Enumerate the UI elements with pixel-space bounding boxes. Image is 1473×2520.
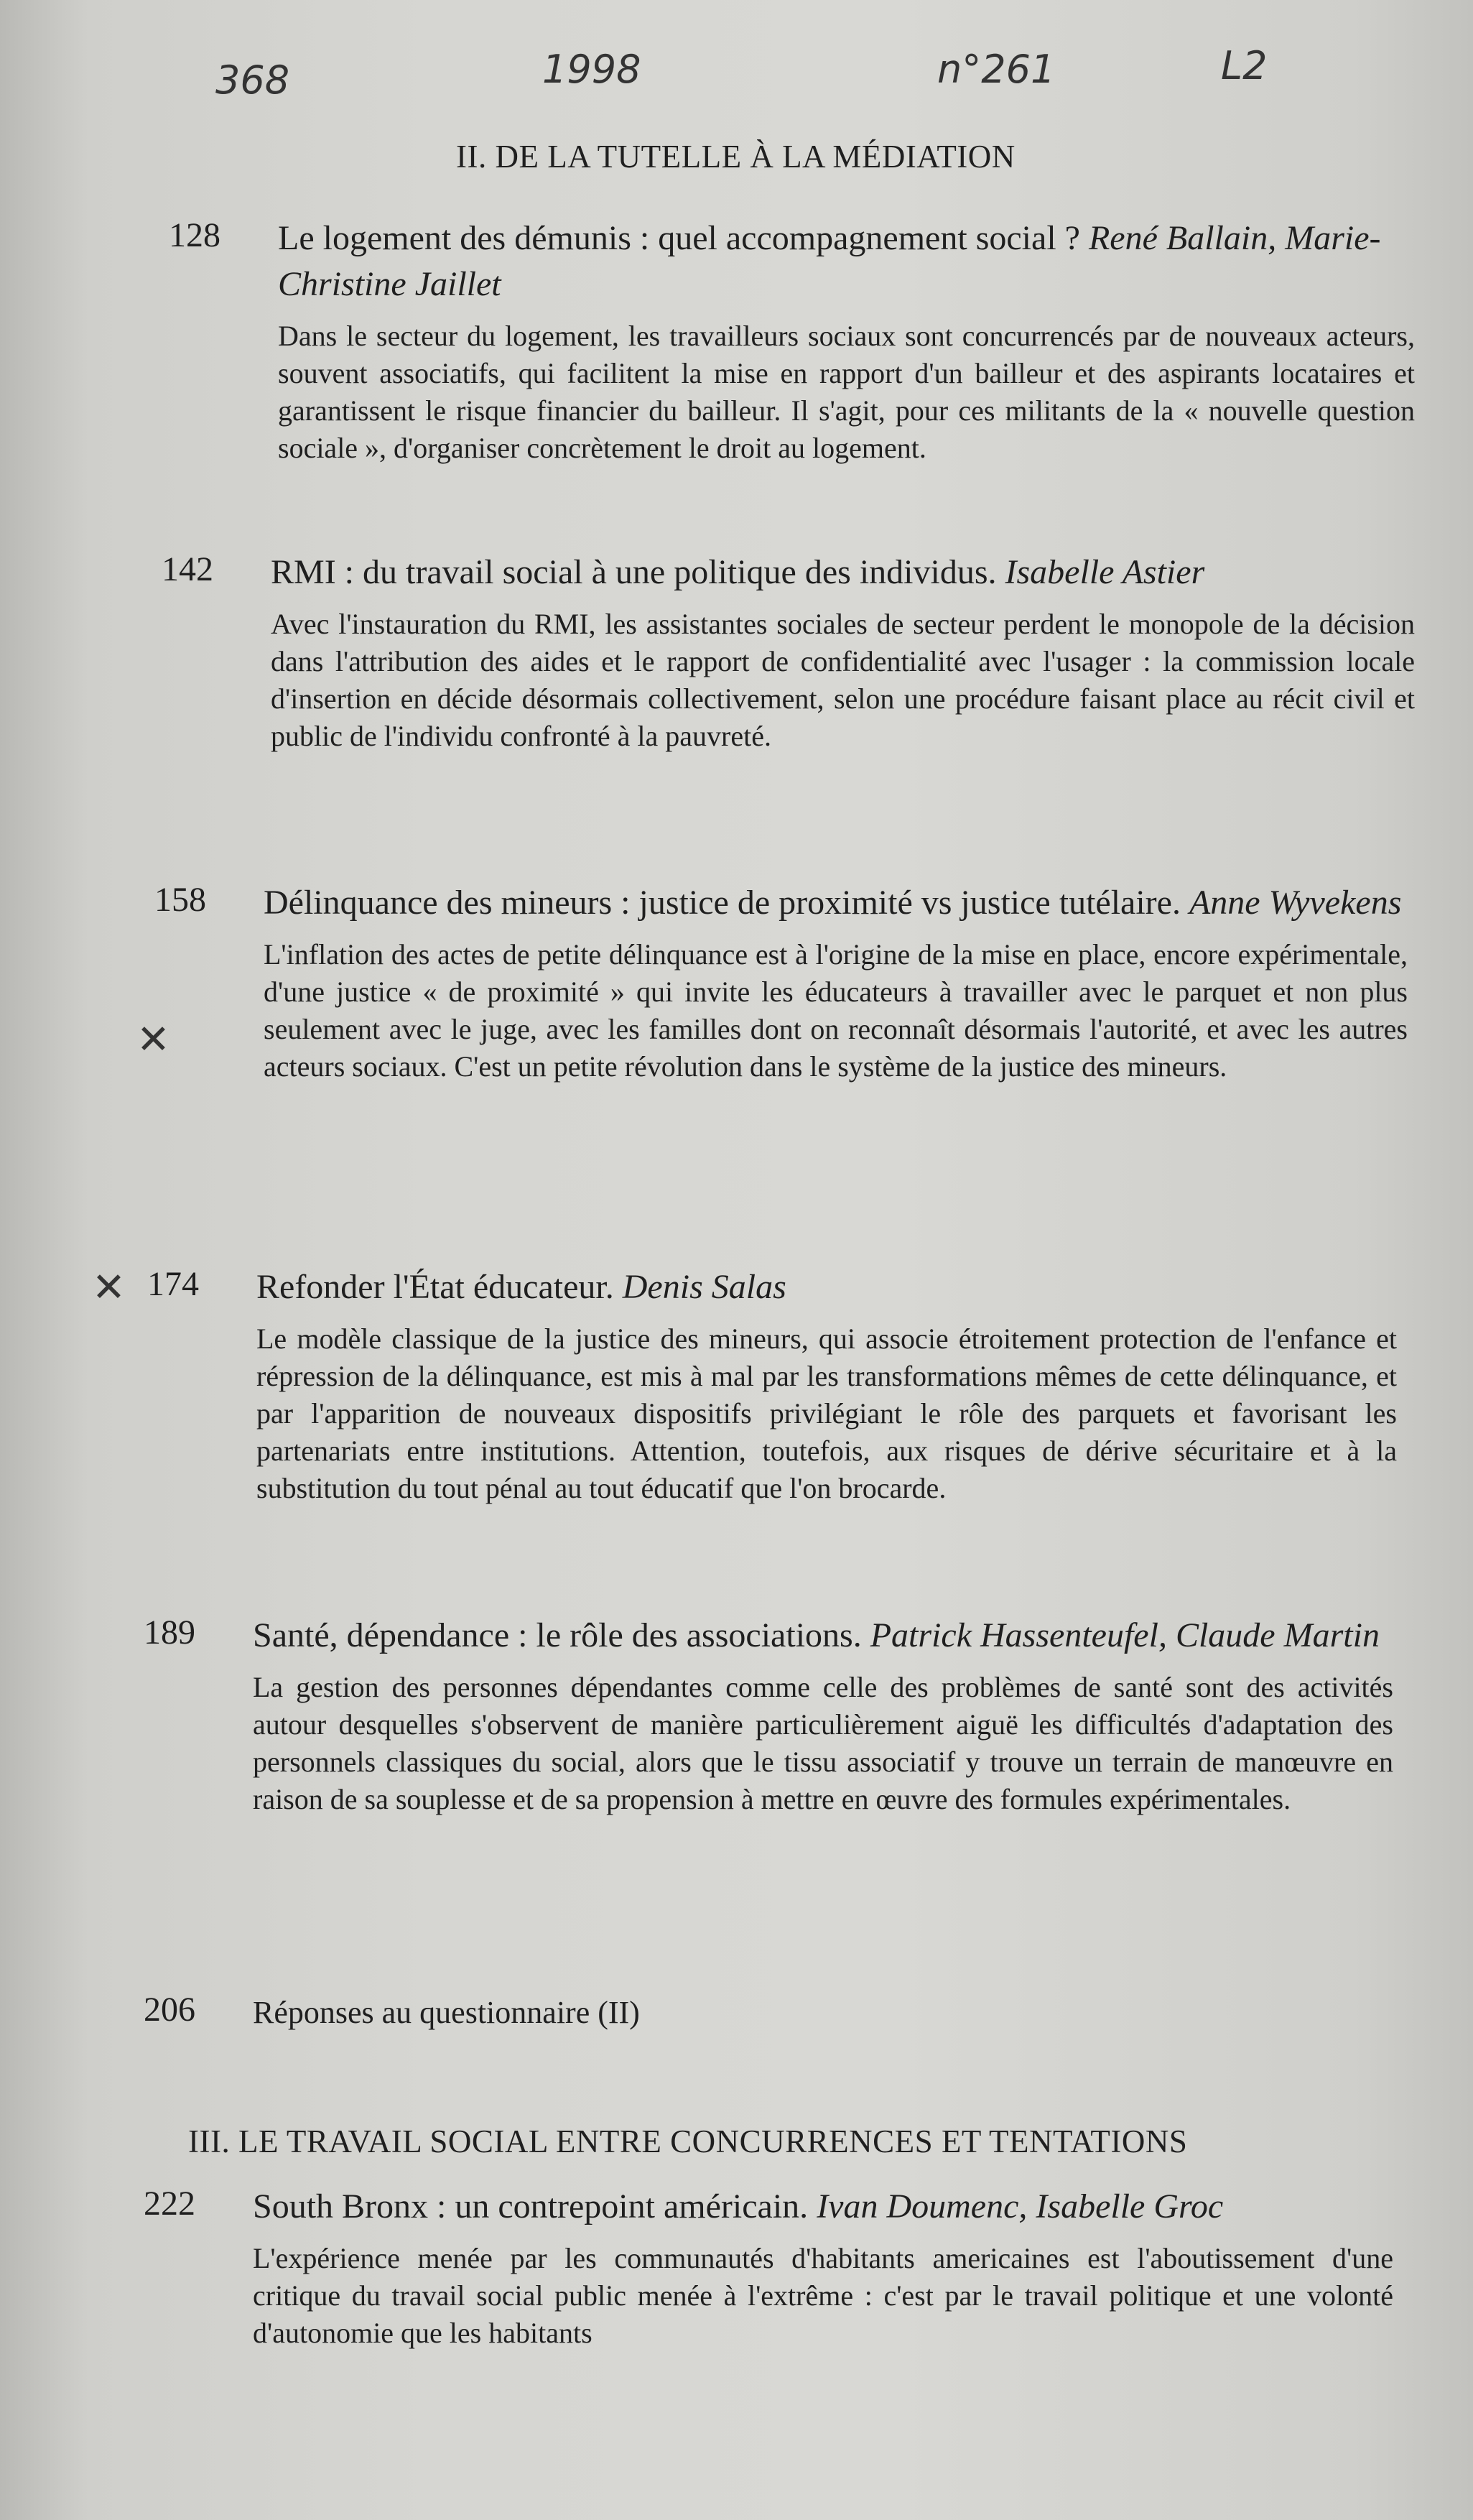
handwritten-code: L2 (1221, 43, 1268, 88)
entry-title-text: Santé, dépendance : le rôle des associations. (253, 1616, 862, 1654)
entry-abstract: Dans le secteur du logement, les travailleurs sociaux sont concurrencés par de nouveaux acteurs, souvent associatifs, qui facilitent la mise en rapport d'un bailleur et des aspirants locataires et garantissent le risque financier du bailleur. Il s'agit, pour ces militants de la « nouvelle question sociale », d'organiser concrètement le droit au logement. (278, 320, 1415, 464)
section-heading: II. DE LA TUTELLE À LA MÉDIATION (456, 139, 1016, 175)
entry-page-number: 174 (147, 1265, 199, 1303)
entry-abstract: L'expérience menée par les communautés d'habitants americaines est l'aboutissement d'une critique du travail social public menée à l'extrême : c'est par le travail politique et une volonté d'autonomie que les habitants (253, 2242, 1393, 2349)
toc-entry (147, 1264, 1397, 1507)
entry-authors: Anne Wyvekens (1189, 884, 1402, 922)
entry-authors: Patrick Hassenteufel, Claude Martin (870, 1616, 1380, 1654)
section-heading: III. LE TRAVAIL SOCIAL ENTRE CONCURRENCES ET TENTATIONS (188, 2123, 1188, 2159)
entry-title-text: Refonder l'État éducateur. (256, 1268, 614, 1306)
entry-title-text: Délinquance des mineurs : justice de proximité vs justice tutélaire. (264, 884, 1181, 922)
entry-abstract: L'inflation des actes de petite délinquance est à l'origine de la mise en place, encore expérimentale, d'une justice « de proximité » qui invite les éducateurs à travailler avec le parquet et non plus seulement avec le juge, avec les familles dont on reconnaît désormais l'autorité, et avec les autres acteurs sociaux. C'est un petite révolution dans le système de la justice des mineurs. (264, 938, 1408, 1083)
entry-authors: René Ballain, Marie-Christine Jaillet (278, 219, 1381, 303)
entry-abstract: Avec l'instauration du RMI, les assistantes sociales de secteur perdent le monopole de la décision dans l'attribution des aides et le rapport de confidentialité avec l'usager : la commission locale d'insertion en décide désormais collectivement, selon une procédure faisant place au récit civil et public de l'individu confronté à la pauvreté. (271, 608, 1415, 752)
entry-abstract: Le modèle classique de la justice des mineurs, qui associe étroitement protection de l'enfance et répression de la délinquance, est mis à mal par les transformations mêmes de cette délinquance, et par l'apparition de nouveaux dispositifs privilégiant le rôle des parquets et favorisant les partenariats entre institutions. Attention, toutefois, aux risques de dérive sécuritaire et à la substitution du tout pénal au tout éducatif que l'on brocarde. (256, 1322, 1397, 1504)
entry-page-number: 158 (154, 881, 206, 919)
toc-entry (144, 2184, 1393, 2352)
handwritten-number: n°261 (937, 47, 1056, 92)
handwritten-cross-mark: ✕ (92, 1264, 126, 1311)
entry-title (253, 2184, 1393, 2230)
entry-title-text: RMI : du travail social à une politique des individus. (271, 553, 997, 591)
entry-page-number: 206 (144, 1991, 195, 2029)
entry-page-number: 222 (144, 2185, 195, 2223)
entry-title (253, 1990, 1393, 2036)
toc-entry (162, 550, 1415, 755)
entry-title-text: Réponses au questionnaire (II) (253, 1995, 640, 2030)
entry-authors: Denis Salas (622, 1268, 786, 1306)
entry-abstract: La gestion des personnes dépendantes comme celle des problèmes de santé sont des activités autour desquelles s'observent de manière particulièrement aiguë les difficultés d'adaptation des personnels classiques du social, alors que le tissu associatif y trouve un terrain de manœuvre en raison de sa souplesse et de sa propension à mettre en œuvre des formules expérimentales. (253, 1671, 1393, 1815)
toc-entry (144, 1613, 1393, 1818)
entry-title (256, 1264, 1397, 1310)
entry-title-text: Le logement des démunis : quel accompagnement social ? (278, 219, 1080, 257)
entry-page-number: 189 (144, 1613, 195, 1652)
toc-entry (169, 216, 1415, 467)
entry-title (264, 880, 1408, 926)
toc-entry (144, 1990, 1393, 2036)
entry-title-text: South Bronx : un contrepoint américain. (253, 2187, 809, 2225)
handwritten-year: 1998 (542, 47, 641, 92)
entry-page-number: 128 (169, 216, 220, 254)
entry-authors: Ivan Doumenc, Isabelle Groc (817, 2187, 1224, 2225)
entry-authors: Isabelle Astier (1005, 553, 1205, 591)
entry-title (271, 550, 1415, 596)
toc-entry (154, 880, 1408, 1085)
handwritten-page-ref: 368 (215, 57, 290, 103)
entry-page-number: 142 (162, 550, 213, 588)
entry-title (278, 216, 1415, 307)
entry-title (253, 1613, 1393, 1659)
handwritten-cross-mark: ✕ (136, 1016, 170, 1063)
